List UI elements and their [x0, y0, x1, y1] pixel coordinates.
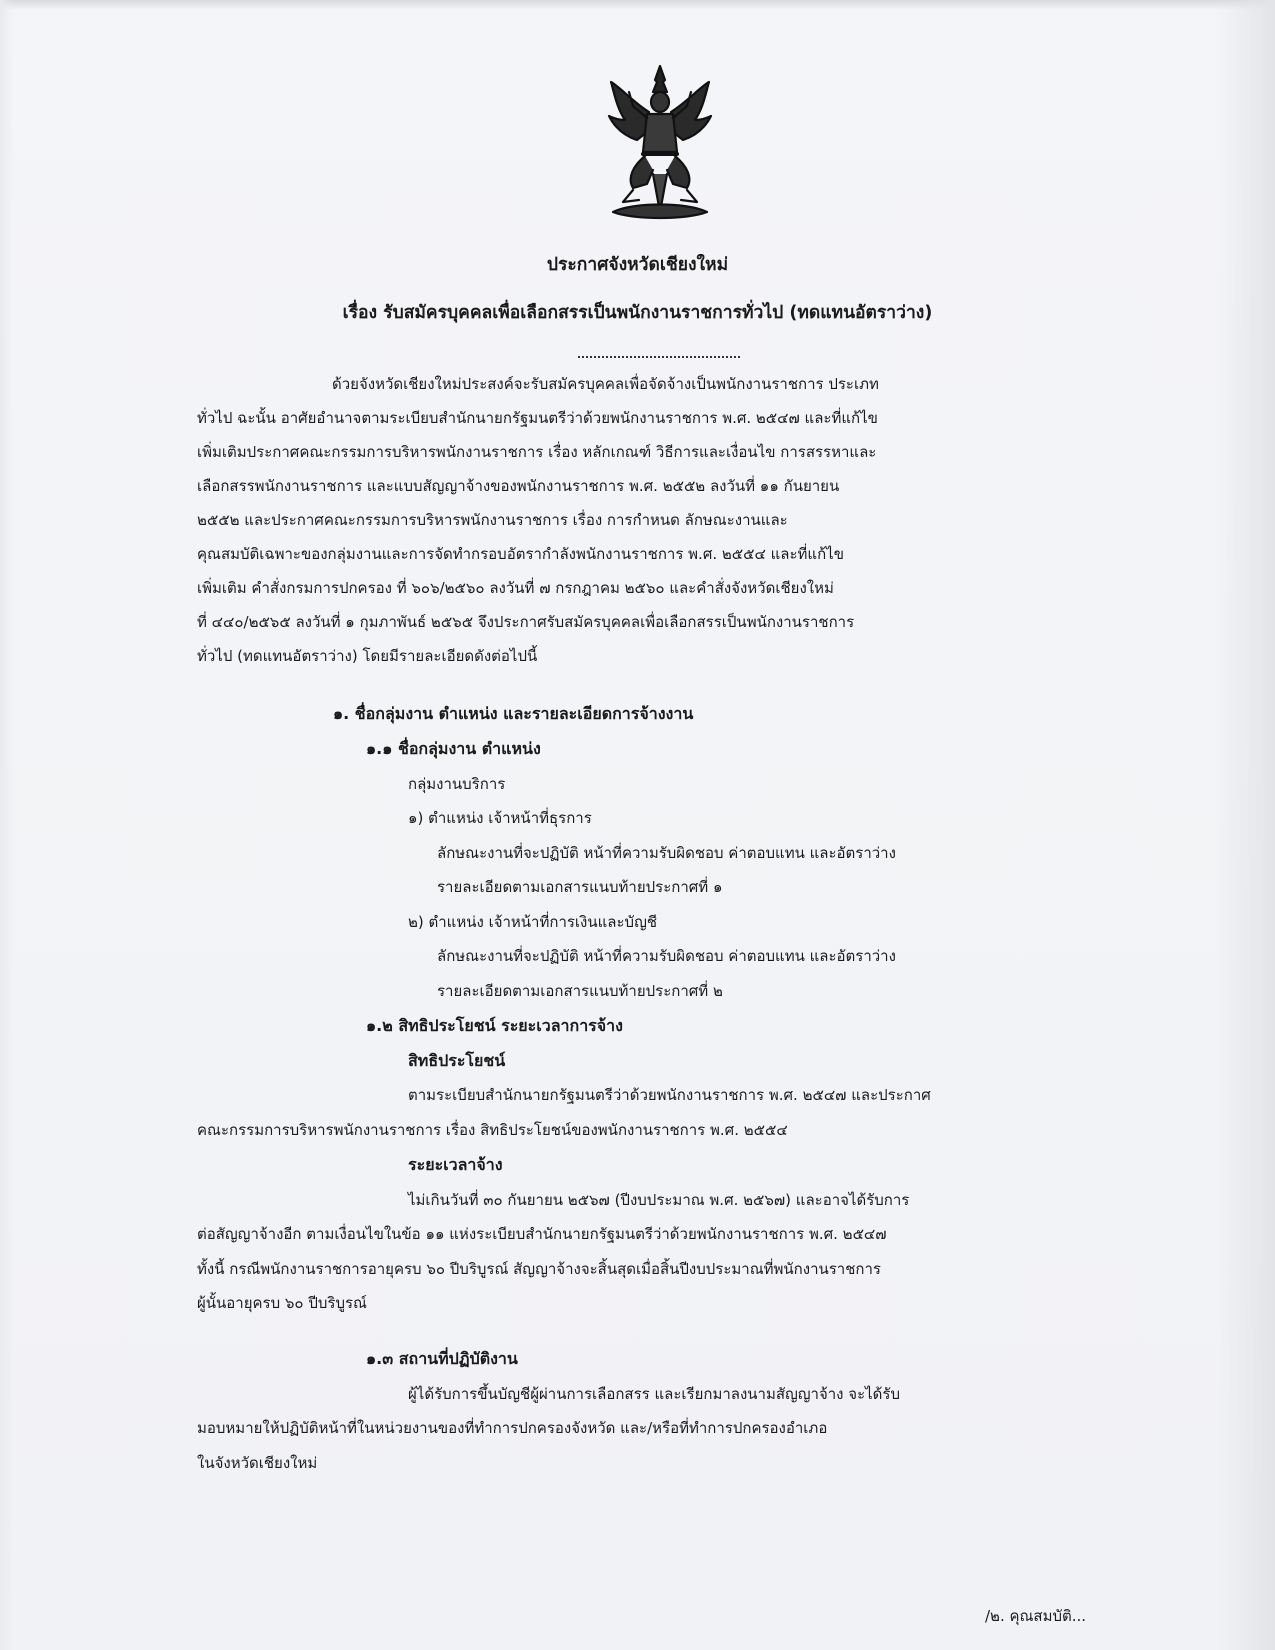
- benefits-label: สิทธิประโยชน์: [408, 1051, 506, 1070]
- workplace-text: มอบหมายให้ปฏิบัติหน้าที่ในหน่วยงานของที่ทำการปกครองจังหวัด และ/หรือที่ทำการปกครองอำเภอ: [197, 1419, 828, 1437]
- intro-line: ที่ ๔๔๐/๒๕๖๕ ลงวันที่ ๑ กุมภาพันธ์ ๒๕๖๕ จึงประกาศรับสมัครบุคคลเพื่อเลือกสรรเป็นพนักงานราชการ: [197, 613, 855, 631]
- intro-line: เลือกสรรพนักงานราชการ และแบบสัญญาจ้างของพนักงานราชการ พ.ศ. ๒๕๕๒ ลงวันที่ ๑๑ กันยายน: [197, 477, 840, 495]
- dotted-separator: [578, 356, 740, 358]
- intro-line: คุณสมบัติเฉพาะของกลุ่มงานและการจัดทำกรอบอัตรากำลังพนักงานราชการ พ.ศ. ๒๕๕๔ และที่แก้ไข: [197, 545, 844, 563]
- subsection-heading: ๑.๒ สิทธิประโยชน์ ระยะเวลาการจ้าง: [366, 1016, 623, 1035]
- garuda-emblem-icon: [603, 62, 717, 232]
- position-title: ๒) ตำแหน่ง เจ้าหน้าที่การเงินและบัญชี: [408, 913, 658, 931]
- scan-shadow: [1215, 0, 1275, 1650]
- scan-shadow: [0, 0, 14, 1650]
- benefits-text: คณะกรรมการบริหารพนักงานราชการ เรื่อง สิทธิประโยชน์ของพนักงานราชการ พ.ศ. ๒๕๕๔: [197, 1121, 788, 1139]
- document-title: ประกาศจังหวัดเชียงใหม่: [546, 255, 729, 275]
- scan-shadow: [0, 0, 1275, 10]
- position-title: ๑) ตำแหน่ง เจ้าหน้าที่ธุรการ: [408, 809, 592, 827]
- benefits-text: ตามระเบียบสำนักนายกรัฐมนตรีว่าด้วยพนักงานราชการ พ.ศ. ๒๕๔๗ และประกาศ: [408, 1086, 931, 1104]
- period-text: ทั้งนี้ กรณีพนักงานราชการอายุครบ ๖๐ ปีบริบูรณ์ สัญญาจ้างจะสิ้นสุดเมื่อสิ้นปีงบประมาณที่พนักงานราชการ: [197, 1260, 881, 1278]
- intro-line: ทั่วไป (ทดแทนอัตราว่าง) โดยมีรายละเอียดดังต่อไปนี้: [197, 647, 538, 665]
- period-text: ต่อสัญญาจ้างอีก ตามเงื่อนไขในข้อ ๑๑ แห่งระเบียบสำนักนายกรัฐมนตรีว่าด้วยพนักงานราชการ พ.ศ. ๒๕๔๗: [197, 1225, 887, 1243]
- subsection-heading: ๑.๓ สถานที่ปฏิบัติงาน: [366, 1349, 518, 1368]
- intro-line: เพิ่มเติม คำสั่งกรมการปกครอง ที่ ๖๐๖/๒๕๖๐ ลงวันที่ ๗ กรกฎาคม ๒๕๖๐ และคำสั่งจังหวัดเชียงใหม่: [197, 579, 834, 597]
- workplace-text: ผู้ได้รับการขึ้นบัญชีผู้ผ่านการเลือกสรร และเรียกมาลงนามสัญญาจ้าง จะได้รับ: [408, 1385, 900, 1403]
- period-text: ไม่เกินวันที่ ๓๐ กันยายน ๒๕๖๗ (ปีงบประมาณ พ.ศ. ๒๕๖๗) และอาจได้รับการ: [408, 1191, 910, 1209]
- section-heading: ๑. ชื่อกลุ่มงาน ตำแหน่ง และรายละเอียดการจ้างงาน: [333, 704, 694, 723]
- period-label: ระยะเวลาจ้าง: [408, 1155, 503, 1174]
- document-subject: เรื่อง รับสมัครบุคคลเพื่อเลือกสรรเป็นพนักงานราชการทั่วไป (ทดแทนอัตราว่าง): [342, 303, 933, 323]
- intro-line: ๒๕๕๒ และประกาศคณะกรรมการบริหารพนักงานราชการ เรื่อง การกำหนด ลักษณะงานและ: [197, 511, 788, 529]
- workplace-text: ในจังหวัดเชียงใหม่: [197, 1454, 318, 1472]
- intro-line: ทั่วไป ฉะนั้น อาศัยอำนาจตามระเบียบสำนักนายกรัฐมนตรีว่าด้วยพนักงานราชการ พ.ศ. ๒๕๔๗ และที่แก้ไข: [197, 409, 878, 427]
- subsection-heading: ๑.๑ ชื่อกลุ่มงาน ตำแหน่ง: [366, 739, 541, 758]
- position-description: ลักษณะงานที่จะปฏิบัติ หน้าที่ความรับผิดชอบ ค่าตอบแทน และอัตราว่าง: [437, 947, 896, 965]
- period-text: ผู้นั้นอายุครบ ๖๐ ปีบริบูรณ์: [197, 1294, 367, 1312]
- continuation-note: /๒. คุณสมบัติ...: [985, 1607, 1087, 1625]
- position-reference: รายละเอียดตามเอกสารแนบท้ายประกาศที่ ๒: [437, 982, 723, 1000]
- intro-line: ด้วยจังหวัดเชียงใหม่ประสงค์จะรับสมัครบุคคลเพื่อจัดจ้างเป็นพนักงานราชการ ประเภท: [332, 375, 879, 393]
- work-group-label: กลุ่มงานบริการ: [408, 775, 506, 793]
- position-description: ลักษณะงานที่จะปฏิบัติ หน้าที่ความรับผิดชอบ ค่าตอบแทน และอัตราว่าง: [437, 844, 896, 862]
- position-reference: รายละเอียดตามเอกสารแนบท้ายประกาศที่ ๑: [437, 878, 723, 896]
- intro-line: เพิ่มเติมประกาศคณะกรรมการบริหารพนักงานราชการ เรื่อง หลักเกณฑ์ วิธีการและเงื่อนไข การสรรหาและ: [197, 443, 877, 461]
